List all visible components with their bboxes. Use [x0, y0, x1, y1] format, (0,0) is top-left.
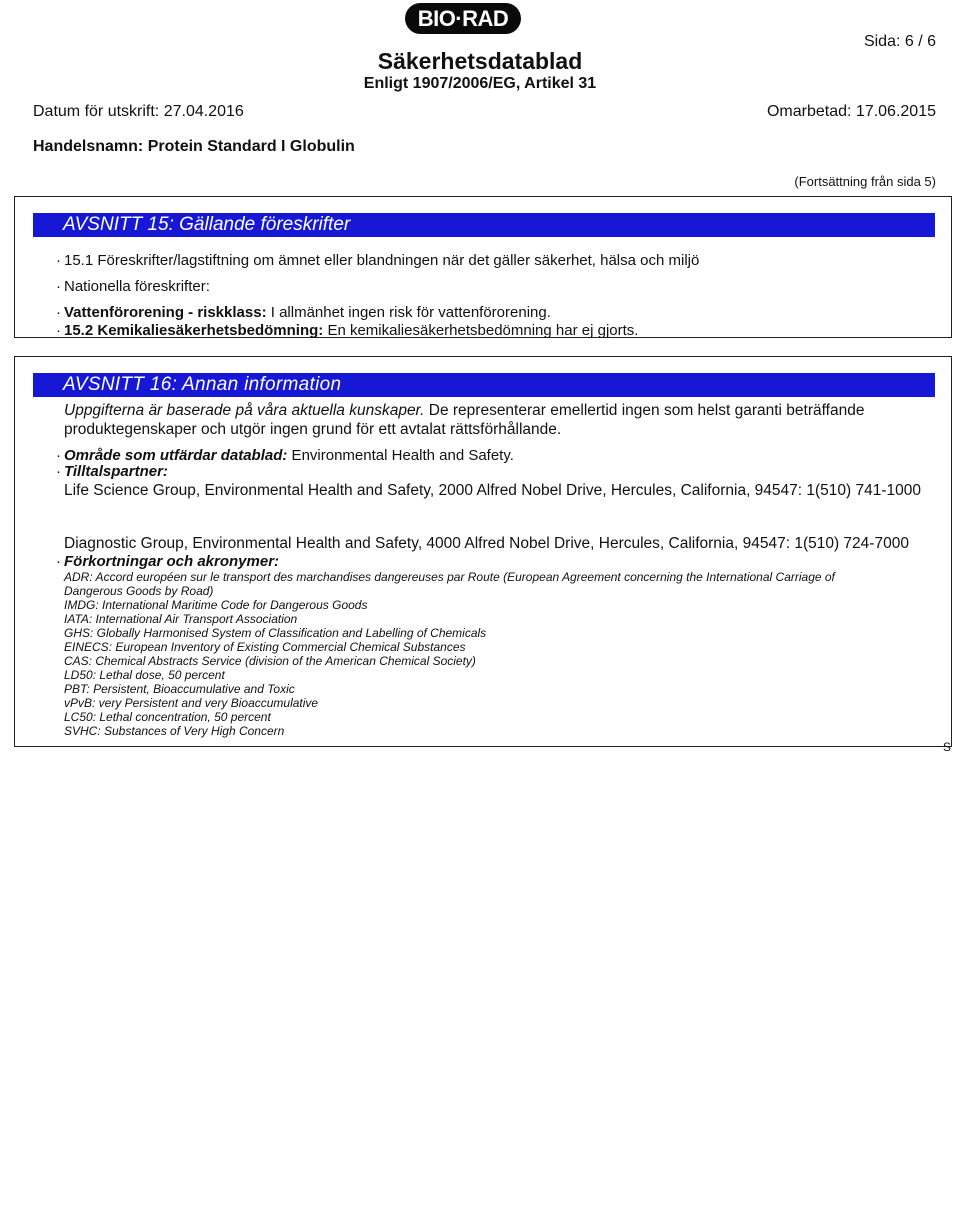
abbr-item: LC50: Lethal concentration, 50 percent: [64, 710, 271, 724]
contact-diagnostic: Diagnostic Group, Environmental Health and Safety, 4000 Alfred Nobel Drive, Hercules, California, 94547: 1(510) 724-7000: [64, 535, 909, 552]
document-subtitle: Enligt 1907/2006/EG, Artikel 31: [363, 75, 597, 92]
contact-life-science: Life Science Group, Environmental Health and Safety, 2000 Alfred Nobel Drive, Hercules, California, 94547: 1(510) 741-1000: [64, 482, 922, 499]
contact-line: [56, 463, 168, 481]
bullet-dot: ·: [56, 322, 61, 339]
water-hazard-label: Vattenförorening - riskklass:: [64, 304, 267, 321]
abbreviations-line: [56, 553, 280, 571]
trade-name: Handelsnamn: Protein Standard I Globulin: [33, 138, 355, 155]
page-mark: S: [943, 740, 952, 754]
bio-rad-logo: BIO·RAD: [405, 3, 521, 34]
bullet-dot: ·: [56, 553, 61, 570]
abbr-item: IMDG: International Maritime Code for Dangerous Goods: [64, 598, 368, 612]
abbr-item: GHS: Globally Harmonised System of Classification and Labelling of Chemicals: [64, 626, 487, 640]
bullet-dot: ·: [56, 447, 61, 464]
abbr-item: ADR: Accord européen sur le transport des marchandises dangereuses par Route (European Agreement concerning the International Carriage of: [64, 570, 835, 584]
national-regulations-line: [56, 278, 210, 296]
abbr-item: CAS: Chemical Abstracts Service (division of the American Chemical Society): [64, 654, 476, 668]
contact-label: Tilltalspartner:: [64, 463, 168, 480]
bullet-dot: ·: [56, 304, 61, 321]
water-hazard-value: I allmänhet ingen risk för vattenförorening.: [266, 304, 551, 321]
issuing-area-value: Environmental Health and Safety.: [287, 447, 514, 464]
abbr-item: LD50: Lethal dose, 50 percent: [64, 668, 225, 682]
document-title: Säkerhetsdatablad: [377, 48, 583, 74]
chemical-safety-value: En kemikaliesäkerhetsbedömning har ej gjorts.: [323, 322, 639, 339]
issuing-area-label: Område som utfärdar datablad:: [64, 447, 288, 464]
water-hazard-line: [56, 304, 551, 322]
print-date: Datum för utskrift: 27.04.2016: [33, 103, 244, 120]
abbr-item: EINECS: European Inventory of Existing Commercial Chemical Substances: [64, 640, 466, 654]
section-15-1-text: 15.1 Föreskrifter/lagstiftning om ämnet eller blandningen när det gäller säkerhet, hälsa och miljö: [64, 252, 700, 269]
chemical-safety-line: [56, 322, 639, 340]
abbreviations-label: Förkortningar och akronymer:: [64, 553, 280, 570]
chemical-safety-label: 15.2 Kemikaliesäkerhetsbedömning:: [64, 322, 324, 339]
abbr-item: PBT: Persistent, Bioaccumulative and Toxic: [64, 682, 295, 696]
abbr-item: SVHC: Substances of Very High Concern: [64, 724, 285, 738]
national-regulations-text: Nationella föreskrifter:: [64, 278, 210, 295]
intro-part-b: De representerar emellertid ingen som helst garanti beträffande produktegenskaper och utgör ingen grund för ett avtalat rättsförhållande.: [64, 402, 865, 438]
bullet-dot: ·: [56, 252, 61, 269]
section-15-heading: AVSNITT 15: Gällande föreskrifter: [33, 213, 935, 237]
revised-date: Omarbetad: 17.06.2015: [766, 103, 936, 120]
bullet-dot: ·: [56, 463, 61, 480]
bullet-dot: ·: [56, 278, 61, 295]
section-16-heading: AVSNITT 16: Annan information: [33, 373, 935, 397]
page-number: Sida: 6 / 6: [863, 33, 936, 50]
abbr-item: vPvB: very Persistent and very Bioaccumulative: [64, 696, 319, 710]
section-16-intro: [64, 401, 936, 439]
abbr-item: IATA: International Air Transport Association: [64, 612, 298, 626]
continuation-note: (Fortsättning från sida 5): [794, 174, 936, 189]
abbr-item: Dangerous Goods by Road): [64, 584, 214, 598]
section-15-1-line: [56, 252, 700, 270]
intro-part-a: Uppgifterna är baserade på våra aktuella kunskaper.: [64, 402, 425, 419]
